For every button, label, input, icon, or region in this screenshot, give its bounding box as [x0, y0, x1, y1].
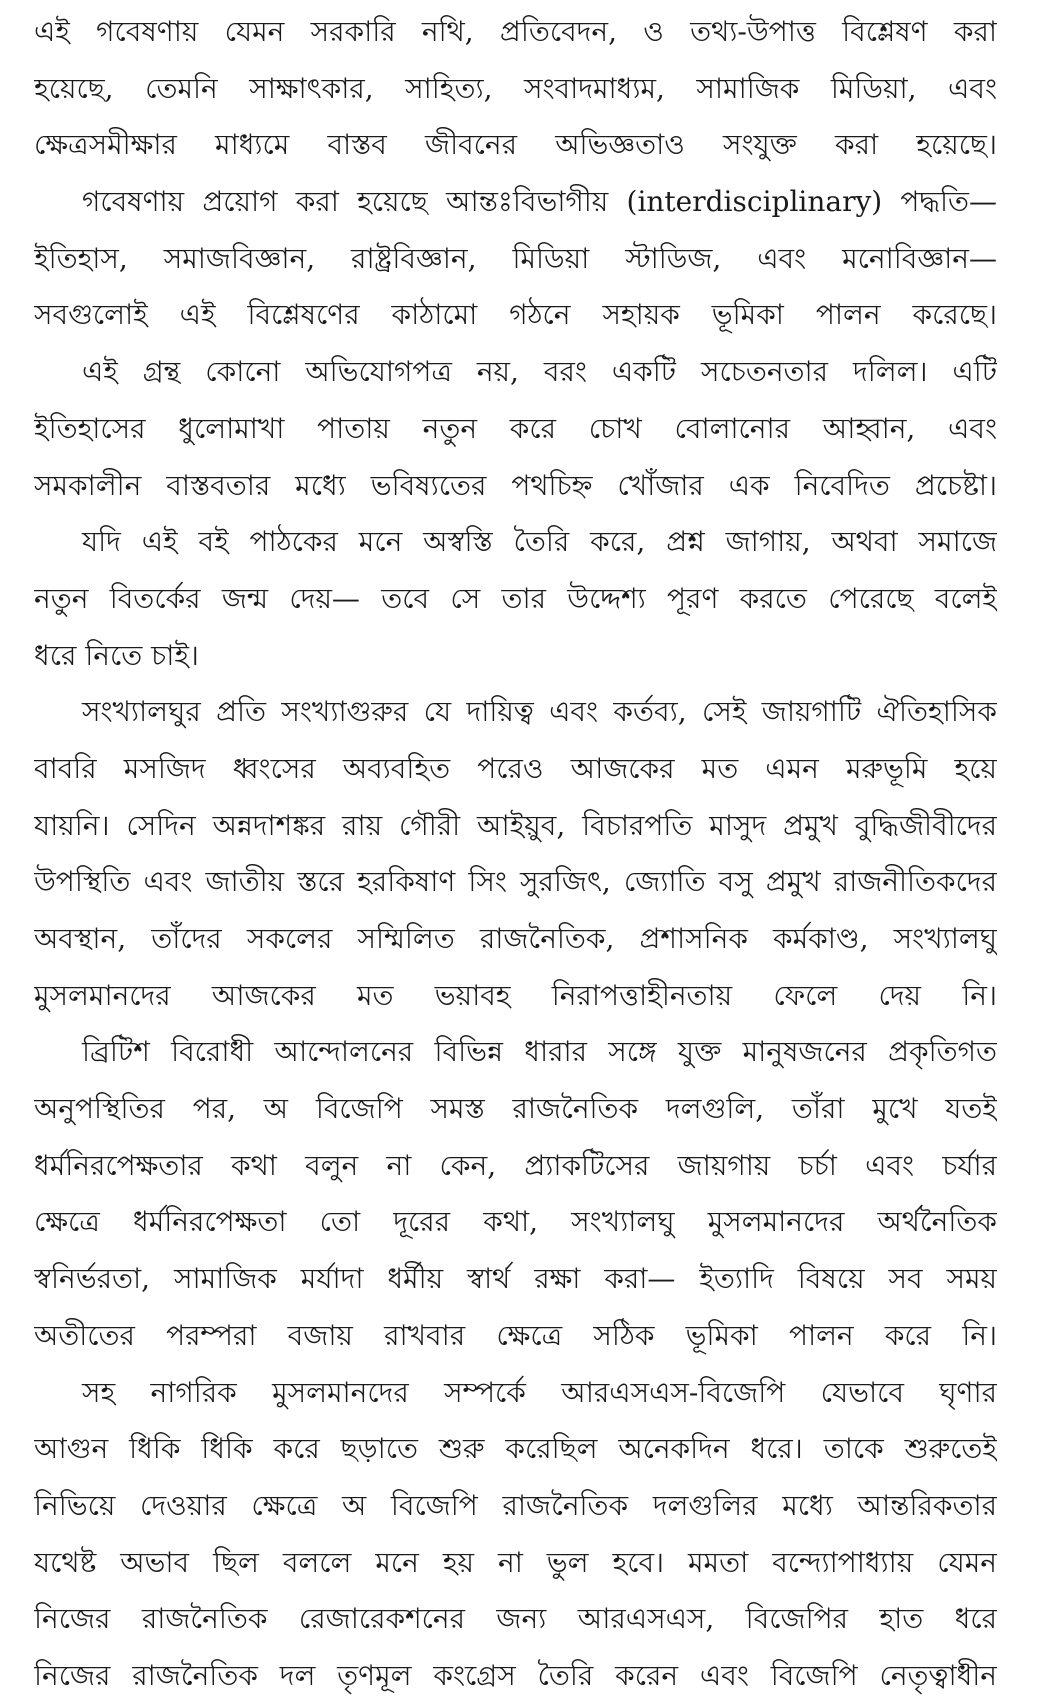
- paragraph: [34, 344, 997, 514]
- text-line: সবগুলোই এই বিশ্লেষণের কাঠামো গঠনে সহায়ক ভূমিকা পালন করেছে।: [34, 298, 997, 332]
- text-line: নিজের রাজনৈতিক রেজারেকশনের জন্য আরএসএস, বিজেপির হাত ধরে: [34, 1602, 997, 1636]
- text-line: অনুপস্থিতির পর, অ বিজেপি সমস্ত রাজনৈতিক দলগুলি, তাঁরা মুখে যতই: [34, 1092, 997, 1126]
- text-line: ইতিহাস, সমাজবিজ্ঞান, রাষ্ট্রবিজ্ঞান, মিডিয়া স্টাডিজ, এবং মনোবিজ্ঞান—: [34, 241, 997, 275]
- text-line: বাবরি মসজিদ ধ্বংসের অব্যবহিত পরেও আজকের মত এমন মরুভূমি হয়ে: [34, 751, 997, 785]
- text-line: আগুন ধিকি ধিকি করে ছড়াতে শুরু করেছিল অনেকদিন ধরে। তাকে শুরুতেই: [34, 1432, 997, 1466]
- text-line: এই গবেষণায় যেমন সরকারি নথি, প্রতিবেদন, ও তথ্য-উপাত্ত বিশ্লেষণ করা: [34, 15, 997, 48]
- text-line: যথেষ্ট অভাব ছিল বললে মনে হয় না ভুল হবে। মমতা বন্দ্যোপাধ্যায় যেমন: [34, 1545, 997, 1579]
- text-line: যায়নি। সেদিন অন্নদাশঙ্কর রায় গৌরী আইয়ুব, বিচারপতি মাসুদ প্রমুখ বুদ্ধিজীবীদের: [34, 808, 997, 842]
- paragraph: [34, 684, 997, 1024]
- text-line: অতীতের পরম্পরা বজায় রাখবার ক্ষেত্রে সঠিক ভূমিকা পালন করে নি।: [34, 1318, 997, 1352]
- text-line: মুসলমানদের আজকের মত ভয়াবহ নিরাপত্তাহীনতায় ফেলে দেয় নি।: [34, 978, 997, 1012]
- text-line: নিভিয়ে দেওয়ার ক্ষেত্রে অ বিজেপি রাজনৈতিক দলগুলির মধ্যে আন্তরিকতার: [34, 1488, 997, 1522]
- text-line: ব্রিটিশ বিরোধী আন্দোলনের বিভিন্ন ধারার সঙ্গে যুক্ত মানুষজনের প্রকৃতিগত: [82, 1035, 997, 1069]
- text-line: অবস্থান, তাঁদের সকলের সম্মিলিত রাজনৈতিক, প্রশাসনিক কর্মকাণ্ড, সংখ্যালঘু: [34, 922, 997, 955]
- text-line: গবেষণায় প্রয়োগ করা হয়েছে আন্তঃবিভাগীয় (interdisciplinary) পদ্ধতি—: [82, 185, 997, 219]
- text-line: ধরে নিতে চাই।: [34, 638, 199, 672]
- text-line: নতুন বিতর্কের জন্ম দেয়— তবে সে তার উদ্দেশ্য পূরণ করতে পেরেছে বলেই: [34, 581, 997, 615]
- text-line: স্বনির্ভরতা, সামাজিক মর্যাদা ধর্মীয় স্বার্থ রক্ষা করা— ইত্যাদি বিষয়ে সব সময়: [34, 1262, 997, 1296]
- paragraph: [34, 514, 997, 684]
- text-line: হয়েছে, তেমনি সাক্ষাৎকার, সাহিত্য, সংবাদমাধ্যম, সামাজিক মিডিয়া, এবং: [34, 71, 997, 105]
- text-line: এই গ্রন্থ কোনো অভিযোগপত্র নয়, বরং একটি সচেতনতার দলিল। এটি: [82, 355, 997, 389]
- text-line: ধর্মনিরপেক্ষতার কথা বলুন না কেন, প্র্যাকটিসের জায়গায় চর্চা এবং চর্যার: [34, 1148, 997, 1182]
- paragraph: [34, 1365, 997, 1705]
- paragraph: [34, 1024, 997, 1364]
- text-line: সহ নাগরিক মুসলমানদের সম্পর্কে আরএসএস-বিজেপি যেভাবে ঘৃণার: [82, 1375, 997, 1409]
- paragraph: [34, 174, 997, 344]
- text-line: উপস্থিতি এবং জাতীয় স্তরে হরকিষাণ সিং সুরজিৎ, জ্যোতি বসু প্রমুখ রাজনীতিকদের: [34, 865, 997, 899]
- text-line: ক্ষেত্রসমীক্ষার মাধ্যমে বাস্তব জীবনের অভিজ্ঞতাও সংযুক্ত করা হয়েছে।: [34, 128, 997, 162]
- text-line: ক্ষেত্রে ধর্মনিরপেক্ষতা তো দূরের কথা, সংখ্যালঘু মুসলমানদের অর্থনৈতিক: [34, 1205, 997, 1239]
- text-line: সংখ্যালঘুর প্রতি সংখ্যাগুরুর যে দায়িত্ব এবং কর্তব্য, সেই জায়গাটি ঐতিহাসিক: [82, 695, 997, 729]
- text-line: যদি এই বই পাঠকের মনে অস্বস্তি তৈরি করে, প্রশ্ন জাগায়, অথবা সমাজে: [82, 525, 997, 559]
- text-line: নিজের রাজনৈতিক দল তৃণমূল কংগ্রেস তৈরি করেন এবং বিজেপি নেতৃত্বাধীন: [34, 1658, 997, 1692]
- text-line: ইতিহাসের ধুলোমাখা পাতায় নতুন করে চোখ বোলানোর আহ্বান, এবং: [34, 411, 997, 445]
- paragraph: [34, 4, 997, 174]
- text-line: সমকালীন বাস্তবতার মধ্যে ভবিষ্যতের পথচিহ্ন খোঁজার এক নিবেদিত প্রচেষ্টা।: [34, 468, 997, 502]
